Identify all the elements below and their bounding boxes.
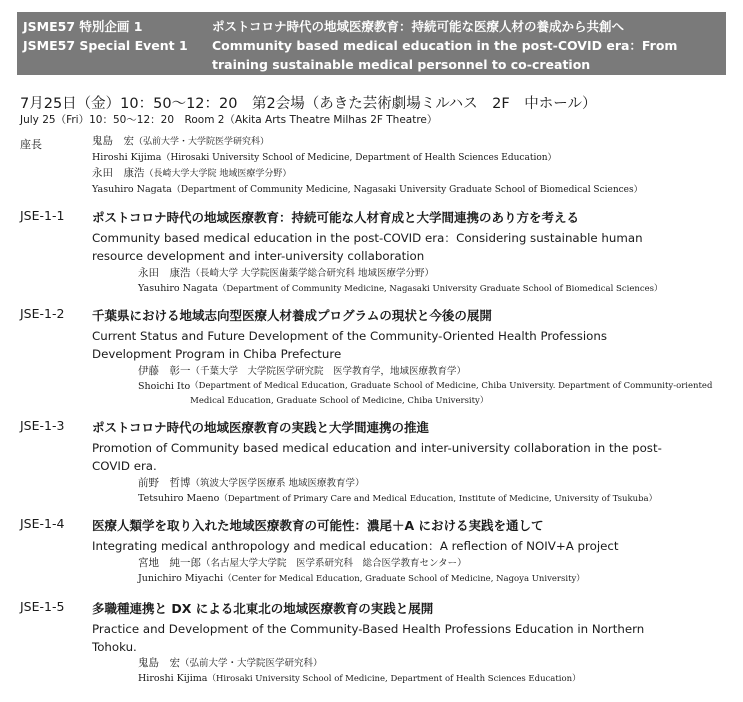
speaker-en-line: [138, 281, 662, 297]
talk-title-jp: 医療人類学を取り入れた地域医療教育の可能性：濃尾＋A における実践を通して: [92, 518, 544, 533]
speaker-en-line: [138, 379, 735, 409]
event-header: [17, 12, 726, 75]
talk-title-en: Current Status and Future Development of the Community-Oriented Health Professions Development Program in Chiba Prefecture: [92, 329, 608, 361]
speaker-jp-line: [138, 656, 581, 671]
session-date-jp: 7月25日（金）10：50～12：20 第2会場（あきた芸術劇場ミルハス 2F 中ホール）: [20, 96, 597, 112]
speaker-affiliation-jp: （筑波大学医学医療系 地域医療教育学）: [190, 478, 365, 489]
speaker-name-jp: 前野 哲博: [138, 477, 191, 489]
speaker-name-en: Hiroshi Kijima: [138, 673, 208, 684]
speaker-jp-line: [138, 556, 585, 571]
talk-title-jp: 多職種連携と DX による北東北の地域医療教育の実践と展開: [92, 601, 434, 616]
speaker-name-en: Shoichi Ito: [138, 381, 191, 392]
session-date-en: July 25（Fri）10：50～12：20 Room 2（Akita Arts Theatre Milhas 2F Theatre）: [20, 114, 438, 126]
speaker-jp-line: [138, 266, 662, 281]
speaker-en-line: [138, 671, 581, 687]
speaker: [138, 364, 735, 409]
chair-affiliation-en: （Hirosaki University School of Medicine, Department of Health Sciences Education）: [161, 153, 557, 163]
chair-affiliation-jp: （弘前大学・大学院医学研究科）: [134, 137, 270, 147]
chair-2-jp: [92, 166, 643, 182]
speaker-affiliation-en: （Department of Primary Care and Medical Education, Institute of Medicine, University of Tsukuba）: [219, 494, 658, 504]
chairs-label: 座長: [20, 138, 42, 151]
speaker-name-jp: 鬼島 宏: [138, 657, 180, 669]
chair-name-jp: 永田 康浩: [92, 167, 145, 179]
talk-id: JSE-1-2: [20, 306, 65, 321]
chair-name-en: Yasuhiro Nagata: [92, 184, 172, 195]
chair-1-en: [92, 150, 643, 166]
talk-title-en: Practice and Development of the Community-Based Health Professions Education in Northern Tohoku.: [92, 622, 645, 654]
chairs-list: [92, 134, 643, 198]
chair-affiliation-jp: （長崎大学大学院 地域医療学分野）: [144, 169, 292, 179]
speaker-name-en: Yasuhiro Nagata: [138, 283, 218, 294]
speaker-name-jp: 伊藤 彰一: [138, 365, 191, 377]
talk-title-jp: ポストコロナ時代の地域医療教育の実践と大学間連携の推進: [92, 420, 430, 435]
speaker-affiliation-jp: （名古屋大学大学院 医学系研究科 総合医学教育センター）: [201, 558, 467, 569]
speaker-affiliation-jp: （千葉大学 大学院医学研究院 医学教育学，地域医療教育学）: [190, 366, 467, 377]
chair-1-jp: [92, 134, 643, 150]
talk-title-en: Promotion of Community based medical education and inter-university collaboration in the post-COVID era.: [92, 441, 662, 473]
talk-id: JSE-1-3: [20, 418, 65, 433]
speaker-name-jp: 宮地 純一郎: [138, 557, 201, 569]
speaker: [138, 556, 585, 587]
speaker: [138, 266, 662, 297]
event-label-en: JSME57 Special Event 1: [23, 38, 188, 53]
speaker-affiliation-en: （Hirosaki University School of Medicine, Department of Health Sciences Education）: [207, 674, 581, 684]
speaker: [138, 476, 657, 507]
talk-id: JSE-1-1: [20, 208, 65, 223]
speaker-en-line: [138, 571, 585, 587]
speaker-affiliation-en: （Department of Community Medicine, Nagasaki University Graduate School of Biomedical Sciences）: [217, 284, 663, 294]
chair-name-en: Hiroshi Kijima: [92, 152, 162, 163]
talk-title-jp: 千葉県における地域志向型医療人材養成プログラムの現状と今後の展開: [92, 308, 492, 323]
talk-id: JSE-1-4: [20, 516, 65, 531]
talk-title-en: Integrating medical anthropology and medical education：A reflection of NOIV+A project: [92, 539, 619, 553]
talk-title-jp: ポストコロナ時代の地域医療教育：持続可能な人材育成と大学間連携のあり方を考える: [92, 210, 580, 225]
speaker-affiliation-jp: （長崎大学 大学院医歯薬学総合研究科 地域医療学分野）: [190, 268, 435, 279]
speaker-jp-line: [138, 476, 657, 491]
event-label-jp: JSME57 特別企画 1: [23, 19, 143, 34]
speaker-affiliation-en: （Department of Medical Education, Graduate School of Medicine, Chiba University. Department of Community-oriented Medical Education, Graduate School of Medicine, Chiba University）: [190, 381, 713, 406]
event-title-en: Community based medical education in the post-COVID era：From training sustainable medical personnel to co-creation: [212, 38, 678, 72]
speaker-name-en: Junichiro Miyachi: [138, 573, 224, 584]
speaker-affiliation-jp: （弘前大学・大学院医学研究科）: [180, 658, 323, 669]
speaker-name-en: Tetsuhiro Maeno: [138, 493, 220, 504]
talk-id: JSE-1-5: [20, 599, 65, 614]
event-label: [23, 17, 203, 55]
event-title-jp: ポストコロナ時代の地域医療教育：持続可能な医療人材の養成から共創へ: [212, 19, 625, 34]
speaker-jp-line: [138, 364, 735, 379]
chair-2-en: [92, 182, 643, 198]
event-title: [212, 17, 722, 74]
talk-title-en: Community based medical education in the post-COVID era：Considering sustainable human resource development and inter-university collaboration: [92, 231, 643, 263]
speaker-name-jp: 永田 康浩: [138, 267, 191, 279]
speaker-affiliation-en: （Center for Medical Education, Graduate School of Medicine, Nagoya University）: [223, 574, 585, 584]
chair-name-jp: 鬼島 宏: [92, 135, 134, 147]
speaker: [138, 656, 581, 687]
speaker-en-line: [138, 491, 657, 507]
chair-affiliation-en: （Department of Community Medicine, Nagasaki University Graduate School of Biomedical Sciences）: [171, 185, 643, 195]
